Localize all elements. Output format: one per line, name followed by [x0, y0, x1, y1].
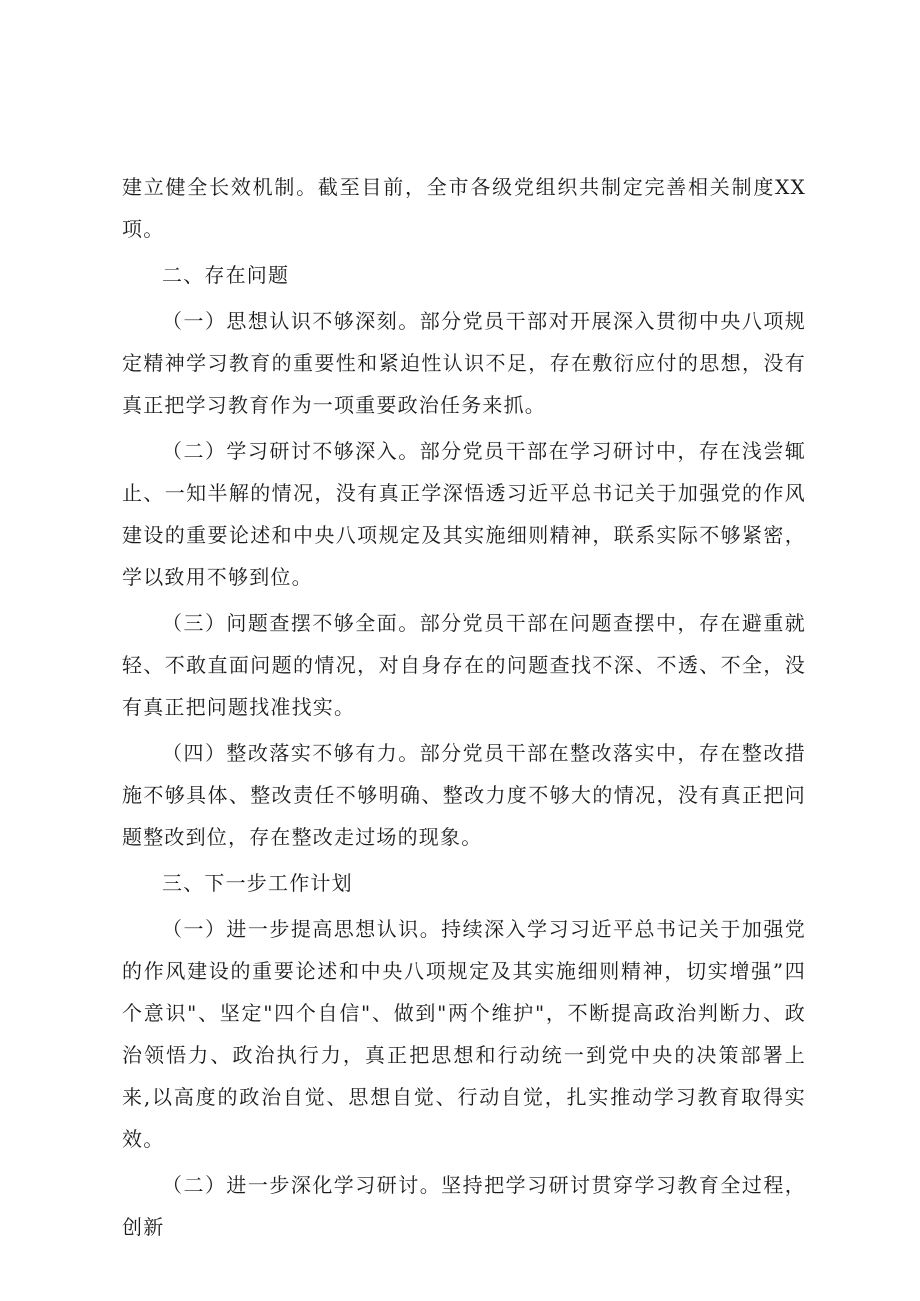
- paragraph-continued: 建立健全长效机制。截至目前，全市各级党组织共制定完善相关制度XX项。: [122, 175, 806, 241]
- paragraph-issue-3: （三）问题查摆不够全面。部分党员干部在问题查摆中，存在避重就轻、不敢直面问题的情况，对自身存在的问题查找不深、不透、不全，没有真正把问题找准找实。: [122, 611, 806, 719]
- document-body: [122, 166, 806, 1248]
- section-heading-plan: 三、下一步工作计划: [162, 871, 353, 895]
- paragraph-plan-1: （一）进一步提高思想认识。持续深入学习习近平总书记关于加强党的作风建设的重要论述和中央八项规定及其实施细则精神，切实增强”四个意识"、坚定"四个自信"、做到"两个维护"，不断提高政治判断力、政治领悟力、政治执行力，真正把思想和行动统一到党中央的决策部署上来,以高度的政治自觉、思想自觉、行动自觉，扎实推动学习教育取得实效。: [122, 917, 806, 1151]
- paragraph-issue-2: （二）学习研讨不够深入。部分党员干部在学习研讨中，存在浅尝辄止、一知半解的情况，没有真正学深悟透习近平总书记关于加强党的作风建设的重要论述和中央八项规定及其实施细则精神，联系实际不够紧密，学以致用不够到位。: [122, 439, 806, 589]
- paragraph-issue-4: （四）整改落实不够有力。部分党员干部在整改落实中，存在整改措施不够具体、整改责任不够明确、整改力度不够大的情况，没有真正把问题整改到位，存在整改走过场的现象。: [122, 741, 806, 849]
- paragraph-plan-2: （二）进一步深化学习研讨。坚持把学习研讨贯穿学习教育全过程，创新: [122, 1173, 806, 1239]
- section-heading-issues: 二、存在问题: [162, 263, 290, 287]
- paragraph-issue-1: （一）思想认识不够深刻。部分党员干部对开展深入贯彻中央八项规定精神学习教育的重要性和紧迫性认识不足，存在敷衍应付的思想，没有真正把学习教育作为一项重要政治任务来抓。: [122, 309, 806, 417]
